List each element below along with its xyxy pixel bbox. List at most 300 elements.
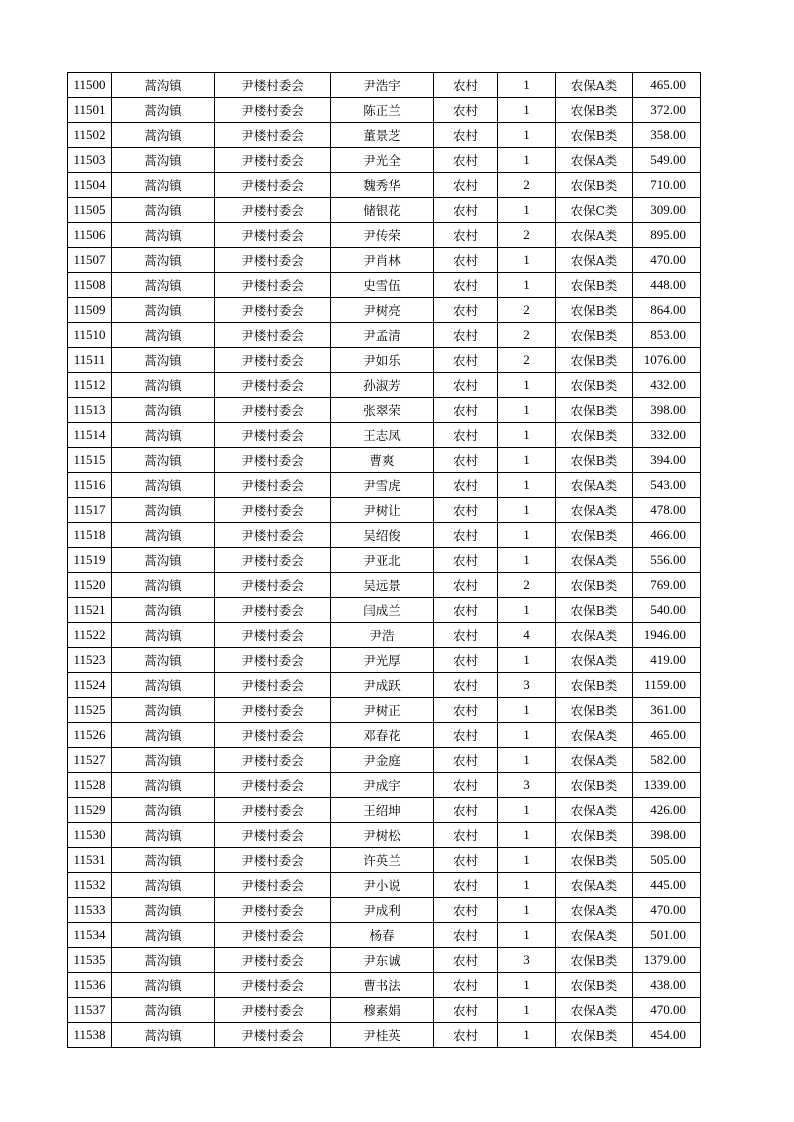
household-count-cell: 1 bbox=[498, 423, 556, 448]
amount-cell: 710.00 bbox=[633, 173, 701, 198]
name-cell: 闫成兰 bbox=[331, 598, 434, 623]
category-cell: 农保B类 bbox=[556, 698, 633, 723]
amount-cell: 470.00 bbox=[633, 898, 701, 923]
table-row bbox=[68, 98, 701, 123]
table-row bbox=[68, 698, 701, 723]
household-count-cell: 3 bbox=[498, 773, 556, 798]
village-committee-cell: 尹楼村委会 bbox=[215, 573, 331, 598]
table-row bbox=[68, 998, 701, 1023]
row-number-cell: 11535 bbox=[68, 948, 112, 973]
village-committee-cell: 尹楼村委会 bbox=[215, 1023, 331, 1048]
town-cell: 蒿沟镇 bbox=[112, 648, 215, 673]
household-count-cell: 1 bbox=[498, 848, 556, 873]
town-cell: 蒿沟镇 bbox=[112, 98, 215, 123]
village-committee-cell: 尹楼村委会 bbox=[215, 798, 331, 823]
row-number-cell: 11531 bbox=[68, 848, 112, 873]
name-cell: 尹成跃 bbox=[331, 673, 434, 698]
name-cell: 尹如乐 bbox=[331, 348, 434, 373]
village-committee-cell: 尹楼村委会 bbox=[215, 673, 331, 698]
town-cell: 蒿沟镇 bbox=[112, 923, 215, 948]
town-cell: 蒿沟镇 bbox=[112, 473, 215, 498]
name-cell: 董景芝 bbox=[331, 123, 434, 148]
town-cell: 蒿沟镇 bbox=[112, 1023, 215, 1048]
amount-cell: 556.00 bbox=[633, 548, 701, 573]
row-number-cell: 11508 bbox=[68, 273, 112, 298]
village-committee-cell: 尹楼村委会 bbox=[215, 298, 331, 323]
category-cell: 农保A类 bbox=[556, 798, 633, 823]
category-cell: 农保B类 bbox=[556, 373, 633, 398]
household-count-cell: 1 bbox=[498, 498, 556, 523]
category-cell: 农保B类 bbox=[556, 598, 633, 623]
household-count-cell: 1 bbox=[498, 973, 556, 998]
amount-cell: 543.00 bbox=[633, 473, 701, 498]
table-row bbox=[68, 448, 701, 473]
row-number-cell: 11517 bbox=[68, 498, 112, 523]
village-committee-cell: 尹楼村委会 bbox=[215, 523, 331, 548]
village-committee-cell: 尹楼村委会 bbox=[215, 648, 331, 673]
village-committee-cell: 尹楼村委会 bbox=[215, 223, 331, 248]
category-cell: 农保A类 bbox=[556, 473, 633, 498]
name-cell: 尹树让 bbox=[331, 498, 434, 523]
village-committee-cell: 尹楼村委会 bbox=[215, 973, 331, 998]
town-cell: 蒿沟镇 bbox=[112, 948, 215, 973]
village-committee-cell: 尹楼村委会 bbox=[215, 98, 331, 123]
name-cell: 王志凤 bbox=[331, 423, 434, 448]
table-body bbox=[68, 73, 701, 1048]
household-count-cell: 1 bbox=[498, 373, 556, 398]
town-cell: 蒿沟镇 bbox=[112, 273, 215, 298]
row-number-cell: 11526 bbox=[68, 723, 112, 748]
category-cell: 农保B类 bbox=[556, 398, 633, 423]
table-row bbox=[68, 573, 701, 598]
area-type-cell: 农村 bbox=[434, 173, 498, 198]
amount-cell: 419.00 bbox=[633, 648, 701, 673]
table-row bbox=[68, 423, 701, 448]
row-number-cell: 11533 bbox=[68, 898, 112, 923]
village-committee-cell: 尹楼村委会 bbox=[215, 398, 331, 423]
household-count-cell: 2 bbox=[498, 348, 556, 373]
name-cell: 尹亚北 bbox=[331, 548, 434, 573]
household-count-cell: 1 bbox=[498, 473, 556, 498]
area-type-cell: 农村 bbox=[434, 473, 498, 498]
row-number-cell: 11503 bbox=[68, 148, 112, 173]
area-type-cell: 农村 bbox=[434, 823, 498, 848]
table-row bbox=[68, 173, 701, 198]
name-cell: 曹书法 bbox=[331, 973, 434, 998]
amount-cell: 448.00 bbox=[633, 273, 701, 298]
row-number-cell: 11505 bbox=[68, 198, 112, 223]
area-type-cell: 农村 bbox=[434, 223, 498, 248]
row-number-cell: 11529 bbox=[68, 798, 112, 823]
category-cell: 农保A类 bbox=[556, 248, 633, 273]
town-cell: 蒿沟镇 bbox=[112, 73, 215, 98]
village-committee-cell: 尹楼村委会 bbox=[215, 848, 331, 873]
area-type-cell: 农村 bbox=[434, 348, 498, 373]
category-cell: 农保B类 bbox=[556, 973, 633, 998]
amount-cell: 332.00 bbox=[633, 423, 701, 448]
town-cell: 蒿沟镇 bbox=[112, 148, 215, 173]
area-type-cell: 农村 bbox=[434, 523, 498, 548]
amount-cell: 438.00 bbox=[633, 973, 701, 998]
row-number-cell: 11509 bbox=[68, 298, 112, 323]
area-type-cell: 农村 bbox=[434, 148, 498, 173]
household-count-cell: 3 bbox=[498, 673, 556, 698]
category-cell: 农保A类 bbox=[556, 548, 633, 573]
row-number-cell: 11519 bbox=[68, 548, 112, 573]
village-committee-cell: 尹楼村委会 bbox=[215, 448, 331, 473]
amount-cell: 470.00 bbox=[633, 998, 701, 1023]
name-cell: 尹光全 bbox=[331, 148, 434, 173]
category-cell: 农保A类 bbox=[556, 73, 633, 98]
town-cell: 蒿沟镇 bbox=[112, 798, 215, 823]
village-committee-cell: 尹楼村委会 bbox=[215, 73, 331, 98]
row-number-cell: 11500 bbox=[68, 73, 112, 98]
category-cell: 农保B类 bbox=[556, 673, 633, 698]
table-row bbox=[68, 548, 701, 573]
household-count-cell: 1 bbox=[498, 823, 556, 848]
table-row bbox=[68, 598, 701, 623]
row-number-cell: 11511 bbox=[68, 348, 112, 373]
village-committee-cell: 尹楼村委会 bbox=[215, 248, 331, 273]
amount-cell: 445.00 bbox=[633, 873, 701, 898]
name-cell: 陈正兰 bbox=[331, 98, 434, 123]
amount-cell: 454.00 bbox=[633, 1023, 701, 1048]
category-cell: 农保B类 bbox=[556, 823, 633, 848]
category-cell: 农保A类 bbox=[556, 873, 633, 898]
household-count-cell: 1 bbox=[498, 73, 556, 98]
household-count-cell: 1 bbox=[498, 123, 556, 148]
area-type-cell: 农村 bbox=[434, 323, 498, 348]
row-number-cell: 11516 bbox=[68, 473, 112, 498]
household-count-cell: 1 bbox=[498, 648, 556, 673]
household-count-cell: 2 bbox=[498, 573, 556, 598]
row-number-cell: 11527 bbox=[68, 748, 112, 773]
row-number-cell: 11522 bbox=[68, 623, 112, 648]
name-cell: 尹传荣 bbox=[331, 223, 434, 248]
row-number-cell: 11532 bbox=[68, 873, 112, 898]
row-number-cell: 11502 bbox=[68, 123, 112, 148]
area-type-cell: 农村 bbox=[434, 498, 498, 523]
table-row bbox=[68, 1023, 701, 1048]
row-number-cell: 11513 bbox=[68, 398, 112, 423]
category-cell: 农保C类 bbox=[556, 198, 633, 223]
village-committee-cell: 尹楼村委会 bbox=[215, 498, 331, 523]
document-page bbox=[67, 72, 701, 1048]
category-cell: 农保B类 bbox=[556, 323, 633, 348]
row-number-cell: 11504 bbox=[68, 173, 112, 198]
category-cell: 农保B类 bbox=[556, 98, 633, 123]
household-count-cell: 2 bbox=[498, 323, 556, 348]
town-cell: 蒿沟镇 bbox=[112, 573, 215, 598]
table-row bbox=[68, 898, 701, 923]
name-cell: 尹光厚 bbox=[331, 648, 434, 673]
town-cell: 蒿沟镇 bbox=[112, 498, 215, 523]
town-cell: 蒿沟镇 bbox=[112, 698, 215, 723]
village-committee-cell: 尹楼村委会 bbox=[215, 623, 331, 648]
area-type-cell: 农村 bbox=[434, 373, 498, 398]
household-count-cell: 1 bbox=[498, 898, 556, 923]
town-cell: 蒿沟镇 bbox=[112, 323, 215, 348]
household-count-cell: 1 bbox=[498, 598, 556, 623]
amount-cell: 540.00 bbox=[633, 598, 701, 623]
name-cell: 储银花 bbox=[331, 198, 434, 223]
town-cell: 蒿沟镇 bbox=[112, 298, 215, 323]
area-type-cell: 农村 bbox=[434, 873, 498, 898]
table-row bbox=[68, 148, 701, 173]
household-count-cell: 1 bbox=[498, 98, 556, 123]
category-cell: 农保B类 bbox=[556, 573, 633, 598]
name-cell: 尹树亮 bbox=[331, 298, 434, 323]
area-type-cell: 农村 bbox=[434, 73, 498, 98]
town-cell: 蒿沟镇 bbox=[112, 898, 215, 923]
table-row bbox=[68, 798, 701, 823]
row-number-cell: 11521 bbox=[68, 598, 112, 623]
village-committee-cell: 尹楼村委会 bbox=[215, 473, 331, 498]
row-number-cell: 11534 bbox=[68, 923, 112, 948]
town-cell: 蒿沟镇 bbox=[112, 423, 215, 448]
village-committee-cell: 尹楼村委会 bbox=[215, 373, 331, 398]
table-row bbox=[68, 873, 701, 898]
area-type-cell: 农村 bbox=[434, 123, 498, 148]
name-cell: 孙淑芳 bbox=[331, 373, 434, 398]
area-type-cell: 农村 bbox=[434, 973, 498, 998]
town-cell: 蒿沟镇 bbox=[112, 823, 215, 848]
village-committee-cell: 尹楼村委会 bbox=[215, 823, 331, 848]
area-type-cell: 农村 bbox=[434, 298, 498, 323]
category-cell: 农保B类 bbox=[556, 123, 633, 148]
village-committee-cell: 尹楼村委会 bbox=[215, 123, 331, 148]
town-cell: 蒿沟镇 bbox=[112, 973, 215, 998]
category-cell: 农保A类 bbox=[556, 723, 633, 748]
table-row bbox=[68, 323, 701, 348]
village-committee-cell: 尹楼村委会 bbox=[215, 198, 331, 223]
row-number-cell: 11530 bbox=[68, 823, 112, 848]
table-row bbox=[68, 973, 701, 998]
name-cell: 尹成利 bbox=[331, 898, 434, 923]
category-cell: 农保B类 bbox=[556, 523, 633, 548]
row-number-cell: 11518 bbox=[68, 523, 112, 548]
category-cell: 农保A类 bbox=[556, 898, 633, 923]
town-cell: 蒿沟镇 bbox=[112, 398, 215, 423]
area-type-cell: 农村 bbox=[434, 98, 498, 123]
amount-cell: 361.00 bbox=[633, 698, 701, 723]
amount-cell: 1076.00 bbox=[633, 348, 701, 373]
row-number-cell: 11514 bbox=[68, 423, 112, 448]
household-count-cell: 1 bbox=[498, 273, 556, 298]
table-row bbox=[68, 123, 701, 148]
town-cell: 蒿沟镇 bbox=[112, 848, 215, 873]
name-cell: 尹金庭 bbox=[331, 748, 434, 773]
area-type-cell: 农村 bbox=[434, 273, 498, 298]
amount-cell: 478.00 bbox=[633, 498, 701, 523]
row-number-cell: 11538 bbox=[68, 1023, 112, 1048]
amount-cell: 466.00 bbox=[633, 523, 701, 548]
amount-cell: 432.00 bbox=[633, 373, 701, 398]
table-row bbox=[68, 948, 701, 973]
name-cell: 吴绍俊 bbox=[331, 523, 434, 548]
name-cell: 王绍坤 bbox=[331, 798, 434, 823]
village-committee-cell: 尹楼村委会 bbox=[215, 598, 331, 623]
amount-cell: 1339.00 bbox=[633, 773, 701, 798]
area-type-cell: 农村 bbox=[434, 898, 498, 923]
amount-cell: 398.00 bbox=[633, 398, 701, 423]
village-committee-cell: 尹楼村委会 bbox=[215, 173, 331, 198]
village-committee-cell: 尹楼村委会 bbox=[215, 698, 331, 723]
area-type-cell: 农村 bbox=[434, 623, 498, 648]
table-row bbox=[68, 223, 701, 248]
area-type-cell: 农村 bbox=[434, 548, 498, 573]
area-type-cell: 农村 bbox=[434, 198, 498, 223]
household-count-cell: 1 bbox=[498, 923, 556, 948]
amount-cell: 394.00 bbox=[633, 448, 701, 473]
name-cell: 穆素娟 bbox=[331, 998, 434, 1023]
category-cell: 农保A类 bbox=[556, 148, 633, 173]
table-row bbox=[68, 823, 701, 848]
table-row bbox=[68, 923, 701, 948]
name-cell: 尹浩 bbox=[331, 623, 434, 648]
amount-cell: 853.00 bbox=[633, 323, 701, 348]
area-type-cell: 农村 bbox=[434, 748, 498, 773]
household-count-cell: 1 bbox=[498, 873, 556, 898]
area-type-cell: 农村 bbox=[434, 723, 498, 748]
town-cell: 蒿沟镇 bbox=[112, 123, 215, 148]
area-type-cell: 农村 bbox=[434, 998, 498, 1023]
village-committee-cell: 尹楼村委会 bbox=[215, 998, 331, 1023]
amount-cell: 398.00 bbox=[633, 823, 701, 848]
table-row bbox=[68, 523, 701, 548]
category-cell: 农保A类 bbox=[556, 998, 633, 1023]
household-count-cell: 2 bbox=[498, 173, 556, 198]
village-committee-cell: 尹楼村委会 bbox=[215, 273, 331, 298]
village-committee-cell: 尹楼村委会 bbox=[215, 348, 331, 373]
village-committee-cell: 尹楼村委会 bbox=[215, 748, 331, 773]
row-number-cell: 11501 bbox=[68, 98, 112, 123]
household-count-cell: 4 bbox=[498, 623, 556, 648]
name-cell: 张翠荣 bbox=[331, 398, 434, 423]
table-row bbox=[68, 198, 701, 223]
name-cell: 尹桂英 bbox=[331, 1023, 434, 1048]
category-cell: 农保B类 bbox=[556, 948, 633, 973]
table-row bbox=[68, 273, 701, 298]
amount-cell: 501.00 bbox=[633, 923, 701, 948]
village-committee-cell: 尹楼村委会 bbox=[215, 548, 331, 573]
category-cell: 农保A类 bbox=[556, 498, 633, 523]
town-cell: 蒿沟镇 bbox=[112, 523, 215, 548]
area-type-cell: 农村 bbox=[434, 923, 498, 948]
area-type-cell: 农村 bbox=[434, 398, 498, 423]
table-row bbox=[68, 348, 701, 373]
area-type-cell: 农村 bbox=[434, 248, 498, 273]
row-number-cell: 11520 bbox=[68, 573, 112, 598]
area-type-cell: 农村 bbox=[434, 448, 498, 473]
household-count-cell: 2 bbox=[498, 223, 556, 248]
town-cell: 蒿沟镇 bbox=[112, 998, 215, 1023]
household-count-cell: 1 bbox=[498, 723, 556, 748]
amount-cell: 895.00 bbox=[633, 223, 701, 248]
amount-cell: 465.00 bbox=[633, 73, 701, 98]
amount-cell: 864.00 bbox=[633, 298, 701, 323]
category-cell: 农保B类 bbox=[556, 1023, 633, 1048]
area-type-cell: 农村 bbox=[434, 698, 498, 723]
town-cell: 蒿沟镇 bbox=[112, 873, 215, 898]
town-cell: 蒿沟镇 bbox=[112, 223, 215, 248]
category-cell: 农保B类 bbox=[556, 848, 633, 873]
village-committee-cell: 尹楼村委会 bbox=[215, 773, 331, 798]
town-cell: 蒿沟镇 bbox=[112, 348, 215, 373]
table-row bbox=[68, 298, 701, 323]
category-cell: 农保A类 bbox=[556, 748, 633, 773]
household-count-cell: 1 bbox=[498, 448, 556, 473]
name-cell: 吴远景 bbox=[331, 573, 434, 598]
amount-cell: 505.00 bbox=[633, 848, 701, 873]
row-number-cell: 11506 bbox=[68, 223, 112, 248]
amount-cell: 549.00 bbox=[633, 148, 701, 173]
amount-cell: 426.00 bbox=[633, 798, 701, 823]
row-number-cell: 11507 bbox=[68, 248, 112, 273]
row-number-cell: 11523 bbox=[68, 648, 112, 673]
row-number-cell: 11524 bbox=[68, 673, 112, 698]
row-number-cell: 11512 bbox=[68, 373, 112, 398]
household-count-cell: 1 bbox=[498, 523, 556, 548]
area-type-cell: 农村 bbox=[434, 773, 498, 798]
amount-cell: 372.00 bbox=[633, 98, 701, 123]
area-type-cell: 农村 bbox=[434, 423, 498, 448]
village-committee-cell: 尹楼村委会 bbox=[215, 323, 331, 348]
village-committee-cell: 尹楼村委会 bbox=[215, 423, 331, 448]
amount-cell: 309.00 bbox=[633, 198, 701, 223]
household-count-cell: 1 bbox=[498, 1023, 556, 1048]
household-count-cell: 1 bbox=[498, 148, 556, 173]
household-count-cell: 2 bbox=[498, 298, 556, 323]
table-row bbox=[68, 398, 701, 423]
town-cell: 蒿沟镇 bbox=[112, 598, 215, 623]
table-row bbox=[68, 623, 701, 648]
village-committee-cell: 尹楼村委会 bbox=[215, 898, 331, 923]
name-cell: 尹成宇 bbox=[331, 773, 434, 798]
name-cell: 尹浩宇 bbox=[331, 73, 434, 98]
table-row bbox=[68, 648, 701, 673]
village-committee-cell: 尹楼村委会 bbox=[215, 723, 331, 748]
name-cell: 尹小说 bbox=[331, 873, 434, 898]
amount-cell: 582.00 bbox=[633, 748, 701, 773]
category-cell: 农保B类 bbox=[556, 773, 633, 798]
village-committee-cell: 尹楼村委会 bbox=[215, 873, 331, 898]
name-cell: 尹雪虎 bbox=[331, 473, 434, 498]
town-cell: 蒿沟镇 bbox=[112, 748, 215, 773]
name-cell: 杨春 bbox=[331, 923, 434, 948]
area-type-cell: 农村 bbox=[434, 1023, 498, 1048]
household-count-cell: 1 bbox=[498, 398, 556, 423]
category-cell: 农保B类 bbox=[556, 298, 633, 323]
category-cell: 农保B类 bbox=[556, 273, 633, 298]
amount-cell: 1159.00 bbox=[633, 673, 701, 698]
amount-cell: 465.00 bbox=[633, 723, 701, 748]
area-type-cell: 农村 bbox=[434, 598, 498, 623]
name-cell: 尹树正 bbox=[331, 698, 434, 723]
name-cell: 许英兰 bbox=[331, 848, 434, 873]
household-count-cell: 1 bbox=[498, 198, 556, 223]
area-type-cell: 农村 bbox=[434, 673, 498, 698]
area-type-cell: 农村 bbox=[434, 798, 498, 823]
category-cell: 农保B类 bbox=[556, 448, 633, 473]
amount-cell: 1379.00 bbox=[633, 948, 701, 973]
household-count-cell: 1 bbox=[498, 998, 556, 1023]
table-row bbox=[68, 498, 701, 523]
row-number-cell: 11537 bbox=[68, 998, 112, 1023]
table-row bbox=[68, 848, 701, 873]
table-row bbox=[68, 773, 701, 798]
row-number-cell: 11528 bbox=[68, 773, 112, 798]
